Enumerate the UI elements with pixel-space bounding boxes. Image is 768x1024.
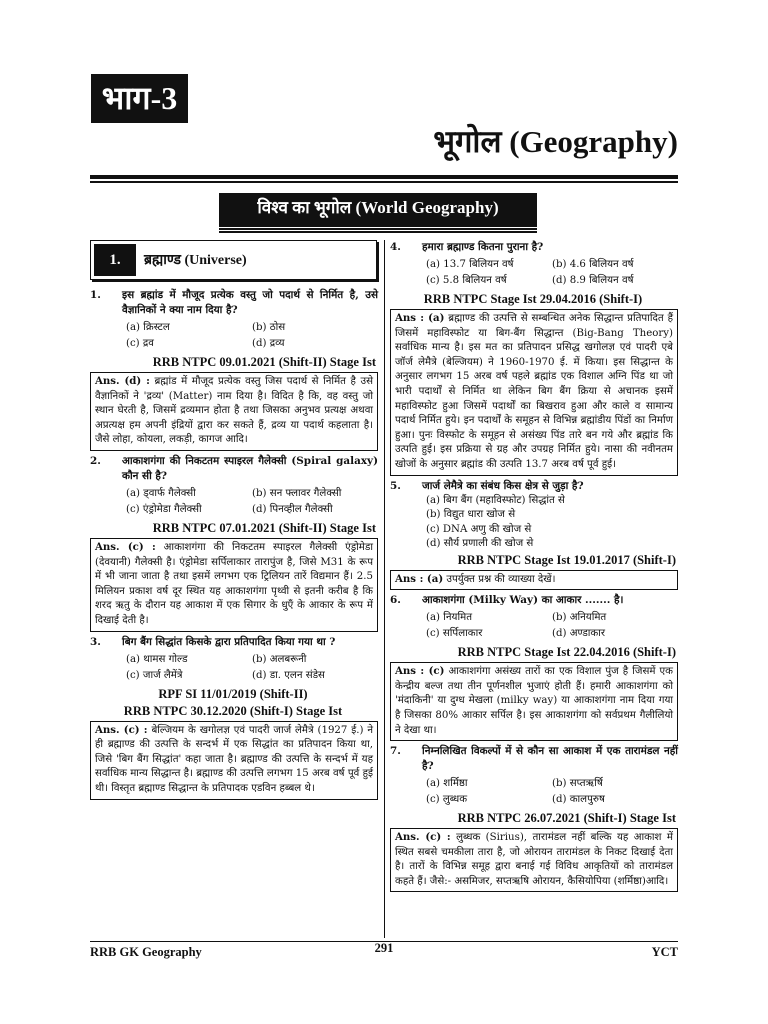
option-c: (c) DNA अणु की खोज से bbox=[426, 523, 532, 535]
question-number: 4. bbox=[390, 241, 401, 253]
section-heading bbox=[90, 240, 377, 280]
left-column bbox=[90, 240, 378, 803]
answer-box bbox=[390, 828, 678, 892]
option-a: (a) नियमित bbox=[426, 612, 472, 624]
part-label: भाग-3 bbox=[91, 74, 188, 123]
question-text: इस ब्रह्मांड में मौजूद प्रत्येक वस्तु जो पदार्थ से निर्मित है, उसे वैज्ञानिकों ने क्या नाम दिया है? bbox=[122, 289, 378, 316]
answer-text: आकाशगंगा असंख्य तारों का एक विशाल पुंज है जिसमें एक केन्द्रीय बल्ज तथा तीन पूर्णनशील भुजाएं होती हैं। हमारी आकाशगंगा को 'मंदाकिनी' या दुग्ध मेखला (milky way) या आकाशगंगा नाम दिया गया है जिसका 80% आकार सर्पिल है। इस आकाशगंगा को सर्वप्रथम गैलीलियो ने देखा था। bbox=[395, 666, 673, 736]
answer-box bbox=[390, 570, 678, 591]
question-number: 7. bbox=[390, 745, 401, 758]
column-divider bbox=[384, 240, 385, 938]
option-d: (d) पिनव्हील गैलेक्सी bbox=[252, 503, 333, 515]
answer-text: ब्रह्माण्ड की उत्पत्ति से सम्बन्धित अनेक सिद्धान्त प्रतिपादित हैं जिसमें महाविस्फोट या बिग-बैंग सिद्धान्त (Big-Bang Theory) सर्वाधिक मान्य है। इस मत का प्रतिपादन प्रसिद्ध खगोलज्ञ एवं पादरी एबे जॉर्ज लेमैत्रे (बेल्जियम) ने 1960-1970 ई. में किया। इस सिद्धान्त के अनुसार लगभग 15 अरब वर्ष पहले ब्रह्मांड एक विशाल अग्नि पिंड था जो भारी पदार्थों से निर्मित था लेकिन बिग बैंग क्रिया से अचानक इसमें महाविस्फोट हुआ जिसमें पदार्थों का बिखराव हुआ और काले व सामान्य पदार्थ निर्मित हुये। इन पदार्थों के समूहन से विभिन्न ब्रह्मांडीय पिंडों का निर्माण हुआ। पुनः विस्फोट के समूहन से असंख्य पिंड तारे बन गये और ब्रह्मांड कि उत्पति हुई। इस प्रक्रिया से ग्रह और उपग्रह निर्मित हुये। नासा की नवीनतम खोजों के अनुसार ब्रह्मांड की उत्पति 13.7 अरब वर्ष पूर्व हुई। bbox=[395, 313, 673, 470]
question-text: हमारा ब्रह्माण्ड कितना पुराना है? bbox=[422, 241, 544, 253]
option-c: (c) जार्ज लैमेंत्रे bbox=[126, 669, 183, 681]
option-c: (c) सर्पिलाकार bbox=[426, 628, 483, 640]
options bbox=[390, 494, 678, 552]
question-number: 3. bbox=[90, 635, 101, 648]
exam-source-2: RRB NTPC 30.12.2020 (Shift-I) Stage Ist bbox=[123, 703, 343, 718]
option-a: (a) शर्मिष्ठा bbox=[426, 778, 468, 790]
question-number: 2. bbox=[90, 454, 101, 467]
option-a: (a) क्रिस्टल bbox=[126, 322, 170, 333]
answer-text: उपर्युक्त प्रश्न की व्याख्या देखें। bbox=[446, 573, 556, 585]
option-b: (b) ठोस bbox=[252, 322, 286, 333]
section-number: 1. bbox=[94, 244, 136, 276]
exam-source: RPF SI 11/01/2019 (Shift-II) bbox=[158, 686, 308, 701]
question-number: 1. bbox=[90, 289, 101, 301]
option-d: (d) डा. एलन संडेस bbox=[252, 669, 325, 681]
options bbox=[90, 652, 378, 684]
option-b: (b) सन फ्लावर गैलेक्सी bbox=[252, 487, 342, 499]
question-6 bbox=[390, 593, 678, 741]
options bbox=[390, 257, 678, 289]
exam-source: RRB NTPC 09.01.2021 (Shift-II) Stage Ist bbox=[152, 355, 376, 369]
option-d: (d) अण्डाकार bbox=[552, 628, 606, 640]
chapter-banner: विश्व का भूगोल (World Geography) bbox=[219, 193, 537, 231]
question-4 bbox=[390, 240, 678, 476]
right-column bbox=[390, 240, 678, 895]
option-d: (d) द्रव्य bbox=[252, 338, 285, 349]
option-a: (a) 13.7 बिलियन वर्ष bbox=[426, 259, 514, 270]
options bbox=[90, 320, 378, 352]
question-text: बिग बैंग सिद्धांत किसके द्वारा प्रतिपादित किया गया था ? bbox=[122, 635, 336, 648]
option-c: (c) एंड्रोमेडा गैलेक्सी bbox=[126, 503, 202, 515]
option-b: (b) अनियमित bbox=[552, 612, 607, 624]
option-b: (b) सप्तऋर्षि bbox=[552, 778, 603, 790]
options bbox=[390, 776, 678, 808]
option-b: (b) अलबरूनी bbox=[252, 653, 307, 665]
question-text: आकाशगंगा (Milky Way) का आकार ....... है। bbox=[422, 594, 624, 607]
options bbox=[390, 610, 678, 642]
section-title: ब्रह्माण्ड (Universe) bbox=[144, 252, 247, 268]
header-rule bbox=[90, 175, 678, 179]
answer-label: Ans : (a) bbox=[395, 572, 444, 585]
answer-box bbox=[90, 538, 378, 632]
option-c: (c) द्रव bbox=[126, 338, 154, 349]
question-7 bbox=[390, 744, 678, 892]
answer-label: Ans : (a) bbox=[395, 312, 445, 324]
option-c: (c) लुब्धक bbox=[426, 794, 468, 806]
footer-publisher: YCT bbox=[651, 945, 678, 959]
answer-label: Ans. (c) : bbox=[395, 831, 451, 844]
answer-box bbox=[90, 721, 378, 800]
subject-title: भूगोल (Geography) bbox=[433, 124, 678, 159]
answer-label: Ans : (c) bbox=[395, 665, 445, 678]
option-d: (d) 8.9 बिलियन वर्ष bbox=[552, 275, 634, 286]
header-rule-thin bbox=[90, 181, 678, 183]
exam-source: RRB NTPC Stage Ist 19.01.2017 (Shift-I) bbox=[457, 552, 676, 567]
answer-text: आकाशगंगा की निकटतम स्पाइरल गैलेक्सी एंड्रोमेडा (देवयानी) गैलेक्सी है। एंड्रोमेडा सर्पिलाकार तारापुंज है, जिसे M31 के रूप में भी जाना जाता है तथा इसमें लगभग एक ट्रिलियन तारें विद्यमान हैं। 2.5 मिलियन प्रकाश वर्ष दूर स्थित यह आकाशगंगा पृथ्वी से इतनी करीब है कि शरद ऋतु के दौरान यह आकाश में एक सिगार के धुएँ के आकार के रूप में दिखाई देती है। bbox=[95, 541, 373, 626]
question-number: 5. bbox=[390, 479, 401, 492]
option-a: (a) बिग बैंग (महाविस्फोट) सिद्धांत से bbox=[426, 494, 565, 506]
question-number: 6. bbox=[390, 594, 401, 607]
question-text: निम्नलिखित विकल्पों में से कौन सा आकाश में एक तारामंडल नहीं है? bbox=[422, 745, 678, 773]
option-b: (b) विद्युत धारा खोज से bbox=[426, 509, 516, 521]
answer-text: ब्रह्मांड में मौजूद प्रत्येक वस्तु जिस पदार्थ से निर्मित है उसे वैज्ञानिकों ने 'द्रव्य' (Matter) नाम दिया है। विदित है कि, वह वस्तु जो स्थान घेरती है, जिसमें द्रव्यमान होता है तथा जिसका अनुभव प्रत्यक्ष अथवा अप्रत्यक्ष हम अपनी इंद्रियों द्वारा कर सकते हैं, द्रव्य या पदार्थ कहलाता है। जैसे लोहा, कोयला, लकड़ी, कागज आदि। bbox=[95, 376, 373, 446]
exam-source: RRB NTPC 07.01.2021 (Shift-II) Stage Ist bbox=[152, 520, 376, 535]
answer-box bbox=[90, 372, 378, 451]
question-5 bbox=[390, 479, 678, 591]
answer-text: बेल्जियम के खगोलज्ञ एवं पादरी जार्ज लेमैत्रे (1927 ई.) ने ही ब्रह्माण्ड की उत्पत्ति के सन्दर्भ में एक सिद्धांत का प्रतिपादन किया था, जिसे 'बिग बैंग सिद्धांत' कहा जाता है। ब्रह्माण्ड की उत्पत्ति के सन्दर्भ में यह सर्वाधिक मान्य सिद्धान्त है। ब्रह्माण्ड की उत्पत्ति लगभग 15 अरब वर्ष पूर्व हुई थी। विस्तृत ब्रह्माण्ड सिद्धान्त के प्रतिपादक एडविन हब्बल थे। bbox=[95, 724, 373, 794]
option-b: (b) 4.6 बिलियन वर्ष bbox=[552, 259, 634, 270]
option-d: (d) सौर्य प्रणाली की खोज से bbox=[426, 538, 534, 550]
answer-text: लुब्धक (Sirius), तारामंडल नहीं बल्कि यह आकाश में स्थित सबसे चमकीला तारा है, जो ओरायन तारामंडल के निकट दिखाई देता है। तारों के विभिन्न समूह द्वारा बनाई गई विविध आकृतियों को तारामंडल कहते हैं। जैसे:- असमिजर, सप्तऋषि ओरायन, कैसियोपिया (शर्मिष्ठा)आदि। bbox=[395, 832, 673, 887]
exam-source: RRB NTPC Stage Ist 22.04.2016 (Shift-I) bbox=[457, 645, 676, 660]
footer-book-title: RRB GK Geography bbox=[90, 945, 202, 959]
exam-source: RRB NTPC Stage Ist 29.04.2016 (Shift-I) bbox=[423, 292, 643, 306]
answer-label: Ans. (c) : bbox=[95, 540, 156, 553]
option-d: (d) कालपुरुष bbox=[552, 794, 605, 806]
options bbox=[90, 486, 378, 518]
answer-box bbox=[390, 662, 678, 741]
option-a: (a) थामस गोल्ड bbox=[126, 653, 188, 665]
answer-label: Ans. (c) : bbox=[95, 723, 148, 736]
option-c: (c) 5.8 बिलियन वर्ष bbox=[426, 275, 507, 286]
question-2 bbox=[90, 454, 378, 632]
option-a: (a) ड्वार्फ गैलेक्सी bbox=[126, 487, 196, 499]
question-text: जार्ज लेमैत्रे का संबंध किस क्षेत्र से जुड़ा है? bbox=[422, 479, 584, 492]
question-text: आकाशगंगा की निकटतम स्पाइरल गैलेक्सी (Spiral galaxy) कौन सी है? bbox=[122, 454, 378, 482]
question-3 bbox=[90, 635, 378, 800]
exam-source: RRB NTPC 26.07.2021 (Shift-I) Stage Ist bbox=[457, 811, 676, 826]
question-1 bbox=[90, 288, 378, 451]
answer-box bbox=[390, 309, 678, 476]
answer-label: Ans. (d) : bbox=[95, 375, 150, 387]
page-number: 291 bbox=[374, 941, 394, 955]
